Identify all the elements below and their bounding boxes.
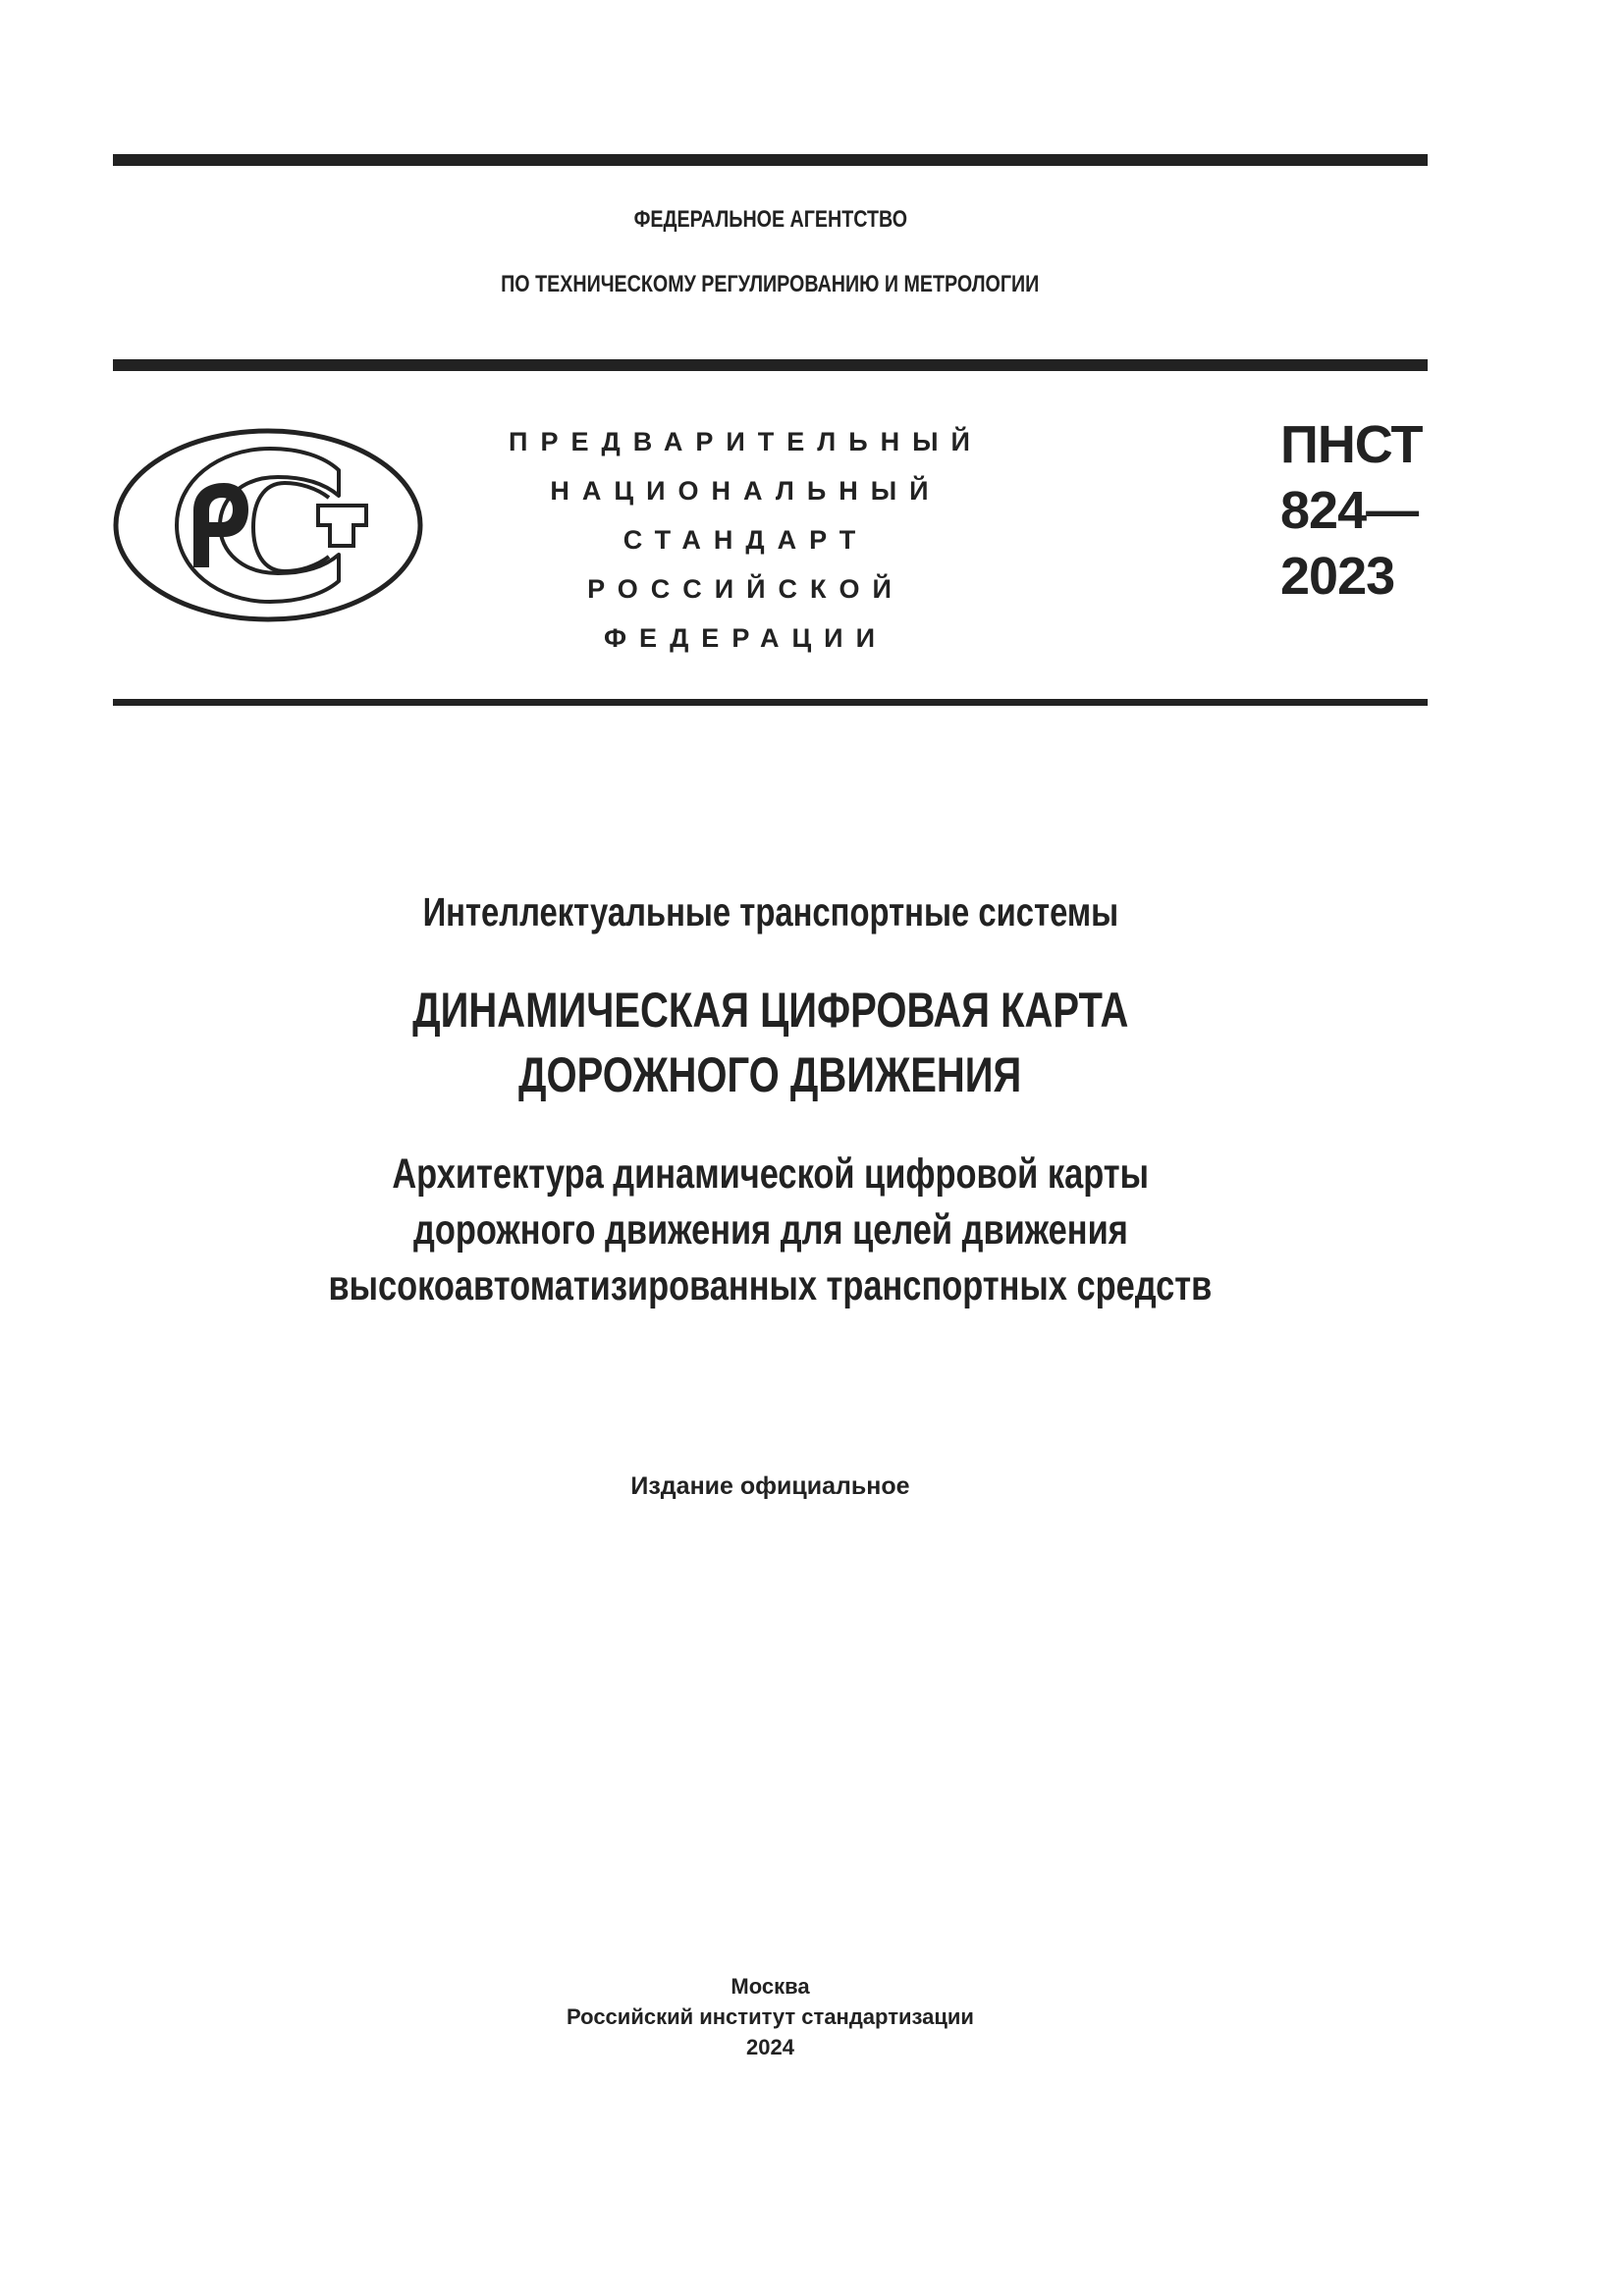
standard-type-line: НАЦИОНАЛЬНЫЙ	[550, 476, 942, 506]
standard-type-line: СТАНДАРТ	[623, 525, 869, 555]
agency-line-2	[113, 273, 1428, 296]
edition-label: Издание официальное	[630, 1472, 910, 1500]
rst-gost-r-logo-icon	[108, 422, 432, 630]
imprint-block	[113, 1971, 1428, 2062]
masthead-top-rule	[113, 359, 1428, 371]
document-subtitle-text: Интеллектуальные транспортные системы	[422, 889, 1118, 934]
standard-type-line: РОССИЙСКОЙ	[587, 574, 904, 604]
agency-line-1-text: ФЕДЕРАЛЬНОЕ АГЕНТСТВО	[633, 206, 907, 233]
standard-type-line: ПРЕДВАРИТЕЛЬНЫЙ	[509, 427, 983, 456]
part-title-line: дорожного движения для целей движения	[412, 1206, 1128, 1254]
document-part-title	[113, 1147, 1428, 1314]
document-title-line: ДИНАМИЧЕСКАЯ ЦИФРОВАЯ КАРТА	[411, 983, 1129, 1038]
document-number	[1280, 412, 1422, 610]
document-number-year: 2023	[1280, 547, 1395, 606]
standard-type-block	[491, 417, 988, 663]
agency-line-2-text: ПО ТЕХНИЧЕСКОМУ РЕГУЛИРОВАНИЮ И МЕТРОЛОГИИ	[501, 271, 1040, 297]
document-number-value: 824—	[1280, 481, 1419, 540]
document-number-prefix: ПНСТ	[1280, 415, 1423, 474]
document-title	[113, 978, 1428, 1107]
masthead-bottom-rule	[113, 699, 1428, 706]
imprint-city: Москва	[731, 1974, 810, 1999]
agency-line-1	[113, 208, 1428, 232]
top-rule	[113, 154, 1428, 166]
imprint-publisher: Российский институт стандартизации	[567, 2004, 974, 2029]
standard-type-line: ФЕДЕРАЦИИ	[604, 623, 888, 653]
part-title-line: Архитектура динамической цифровой карты	[392, 1150, 1149, 1198]
part-title-line: высокоавтоматизированных транспортных средств	[328, 1262, 1213, 1309]
document-subtitle	[113, 889, 1428, 934]
document-title-line: ДОРОЖНОГО ДВИЖЕНИЯ	[518, 1047, 1022, 1102]
imprint-year: 2024	[746, 2035, 794, 2059]
